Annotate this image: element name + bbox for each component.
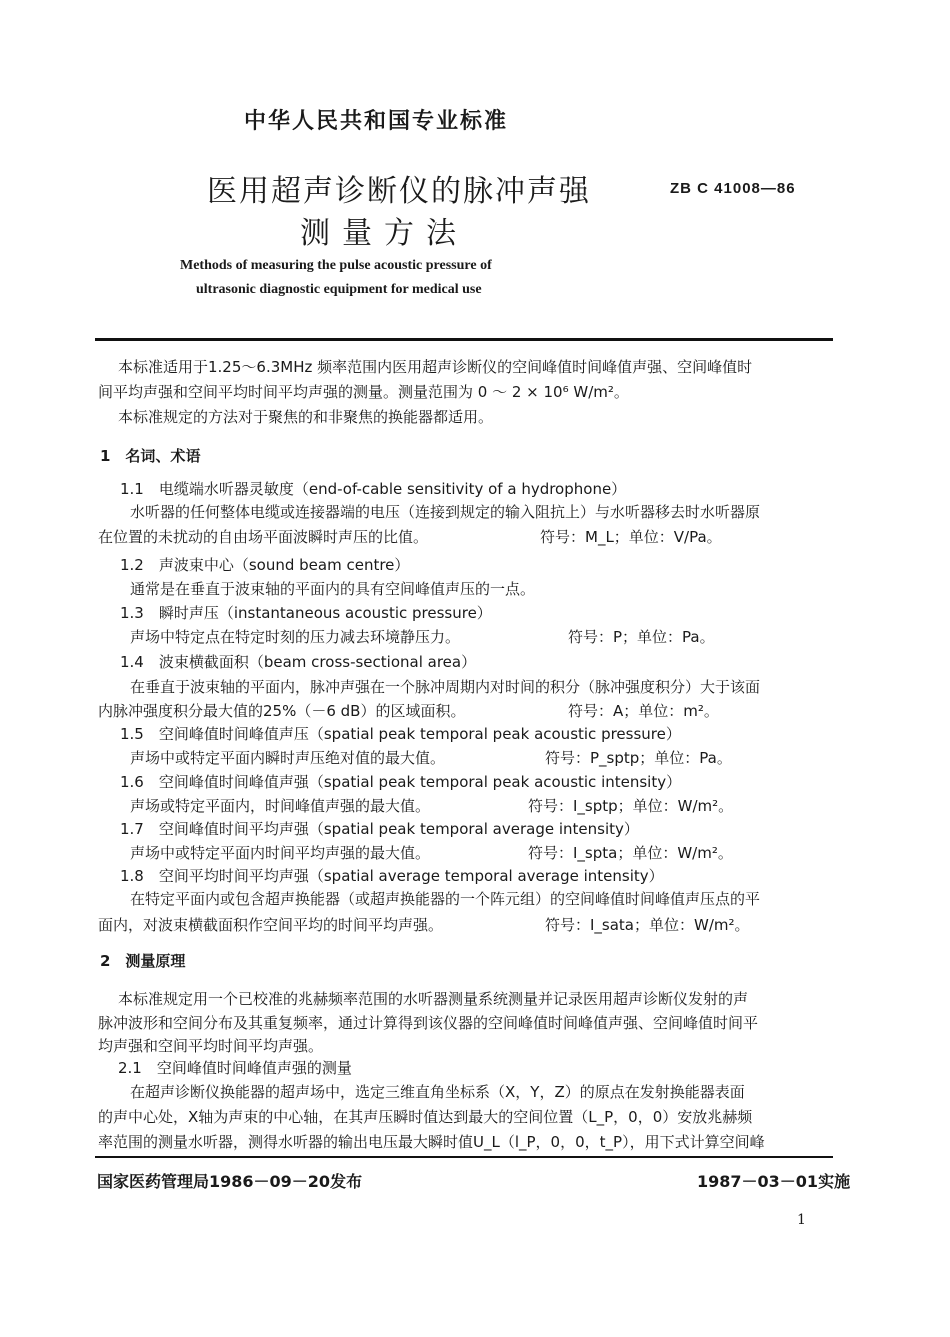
document-title-line-2: 测量方法: [300, 216, 468, 251]
term-1-4-line-2: 内脉冲强度积分最大值的25%（－6 dB）的区域面积。: [98, 702, 466, 720]
term-1-1-symbol: 符号：M_L；单位：V/Pa。: [540, 528, 722, 546]
effective-date: 1987－03－01实施: [697, 1172, 851, 1191]
subsection-2-1-line-3: 率范围的测量水听器，测得水听器的输出电压最大瞬时值U_L（l_P，0，0，t_P），用下式计算空间峰: [98, 1133, 765, 1151]
section-2-paragraph-line-2: 脉冲波形和空间分布及其重复频率，通过计算得到该仪器的空间峰值时间峰值声强、空间峰值时间平: [98, 1014, 759, 1032]
term-1-6-line-1: 声场或特定平面内，时间峰值声强的最大值。: [130, 797, 431, 815]
term-1-8-line-1: 在特定平面内或包含超声换能器（或超声换能器的一个阵元组）的空间峰值时间峰值声压点的平: [130, 890, 761, 908]
subsection-2-1-line-1: 在超声诊断仪换能器的超声场中，选定三维直角坐标系（X，Y，Z）的原点在发射换能器表面: [130, 1083, 745, 1101]
term-1-4-symbol: 符号：A；单位：m²。: [568, 702, 719, 720]
section-2-paragraph-line-3: 均声强和空间平均时间平均声强。: [98, 1037, 324, 1055]
term-1-7-title: 1.7 空间峰值时间平均声强（spatial peak temporal average intensity）: [120, 820, 639, 838]
term-1-5-line-1: 声场中或特定平面内瞬时声压绝对值的最大值。: [130, 749, 446, 767]
term-1-8-line-2: 面内，对波束横截面积作空间平均的时间平均声强。: [98, 916, 444, 934]
term-1-4-line-1: 在垂直于波束轴的平面内，脉冲声强在一个脉冲周期内对时间的积分（脉冲强度积分）大于该面: [130, 678, 761, 696]
standard-number: ZB C 41008—86: [670, 180, 796, 197]
intro-paragraph-1-line-1: 本标准适用于1.25～6.3MHz 频率范围内医用超声诊断仪的空间峰值时间峰值声强、空间峰值时: [118, 358, 753, 376]
term-1-4-title: 1.4 波束横截面积（beam cross-sectional area）: [120, 653, 477, 671]
footer-divider: [95, 1156, 833, 1158]
term-1-1-line-1: 水听器的任何整体电缆或连接器端的电压（连接到规定的输入阻抗上）与水听器移去时水听器原: [130, 503, 761, 521]
term-1-8-symbol: 符号：I_sata；单位：W/m²。: [545, 916, 750, 934]
intro-paragraph-2: 本标准规定的方法对于聚焦的和非聚焦的换能器都适用。: [118, 408, 494, 426]
term-1-6-title: 1.6 空间峰值时间峰值声强（spatial peak temporal peak acoustic intensity）: [120, 773, 682, 791]
term-1-5-symbol: 符号：P_sptp；单位：Pa。: [545, 749, 732, 767]
section-1-heading: 1 名词、术语: [100, 447, 201, 465]
term-1-7-line-1: 声场中或特定平面内时间平均声强的最大值。: [130, 844, 431, 862]
term-1-2-line-1: 通常是在垂直于波束轴的平面内的具有空间峰值声压的一点。: [130, 580, 536, 598]
issuing-authority: 中华人民共和国专业标准: [244, 109, 509, 134]
header-divider: [95, 338, 833, 341]
subsection-2-1-line-2: 的声中心处，X轴为声束的中心轴，在其声压瞬时值达到最大的空间位置（L_P，0，0）安放兆赫频: [98, 1108, 753, 1126]
term-1-2-title: 1.2 声波束中心（sound beam centre）: [120, 556, 410, 574]
term-1-3-line-1: 声场中特定点在特定时刻的压力减去环境静压力。: [130, 628, 461, 646]
term-1-1-title: 1.1 电缆端水听器灵敏度（end-of-cable sensitivity of a hydrophone）: [120, 480, 627, 498]
term-1-3-symbol: 符号：P；单位：Pa。: [568, 628, 715, 646]
english-title-line-2: ultrasonic diagnostic equipment for medical use: [196, 282, 482, 297]
english-title-line-1: Methods of measuring the pulse acoustic pressure of: [180, 258, 492, 273]
term-1-5-title: 1.5 空间峰值时间峰值声压（spatial peak temporal peak acoustic pressure）: [120, 725, 681, 743]
section-2-heading: 2 测量原理: [100, 952, 186, 970]
term-1-7-symbol: 符号：I_spta；单位：W/m²。: [528, 844, 733, 862]
term-1-3-title: 1.3 瞬时声压（instantaneous acoustic pressure）: [120, 604, 492, 622]
term-1-1-line-2: 在位置的未扰动的自由场平面波瞬时声压的比值。: [98, 528, 429, 546]
section-2-paragraph-line-1: 本标准规定用一个已校准的兆赫频率范围的水听器测量系统测量并记录医用超声诊断仪发射的声: [118, 990, 749, 1008]
issue-date: 国家医药管理局1986－09－20发布: [97, 1172, 363, 1191]
page-number: 1: [797, 1212, 806, 1228]
term-1-8-title: 1.8 空间平均时间平均声强（spatial average temporal average intensity）: [120, 867, 664, 885]
intro-paragraph-1-line-2: 间平均声强和空间平均时间平均声强的测量。测量范围为 0 ～ 2 × 10⁶ W/m²。: [98, 383, 629, 401]
term-1-6-symbol: 符号：I_sptp；单位：W/m²。: [528, 797, 734, 815]
subsection-2-1-title: 2.1 空间峰值时间峰值声强的测量: [118, 1059, 352, 1077]
document-title-line-1: 医用超声诊断仪的脉冲声强: [207, 174, 591, 209]
